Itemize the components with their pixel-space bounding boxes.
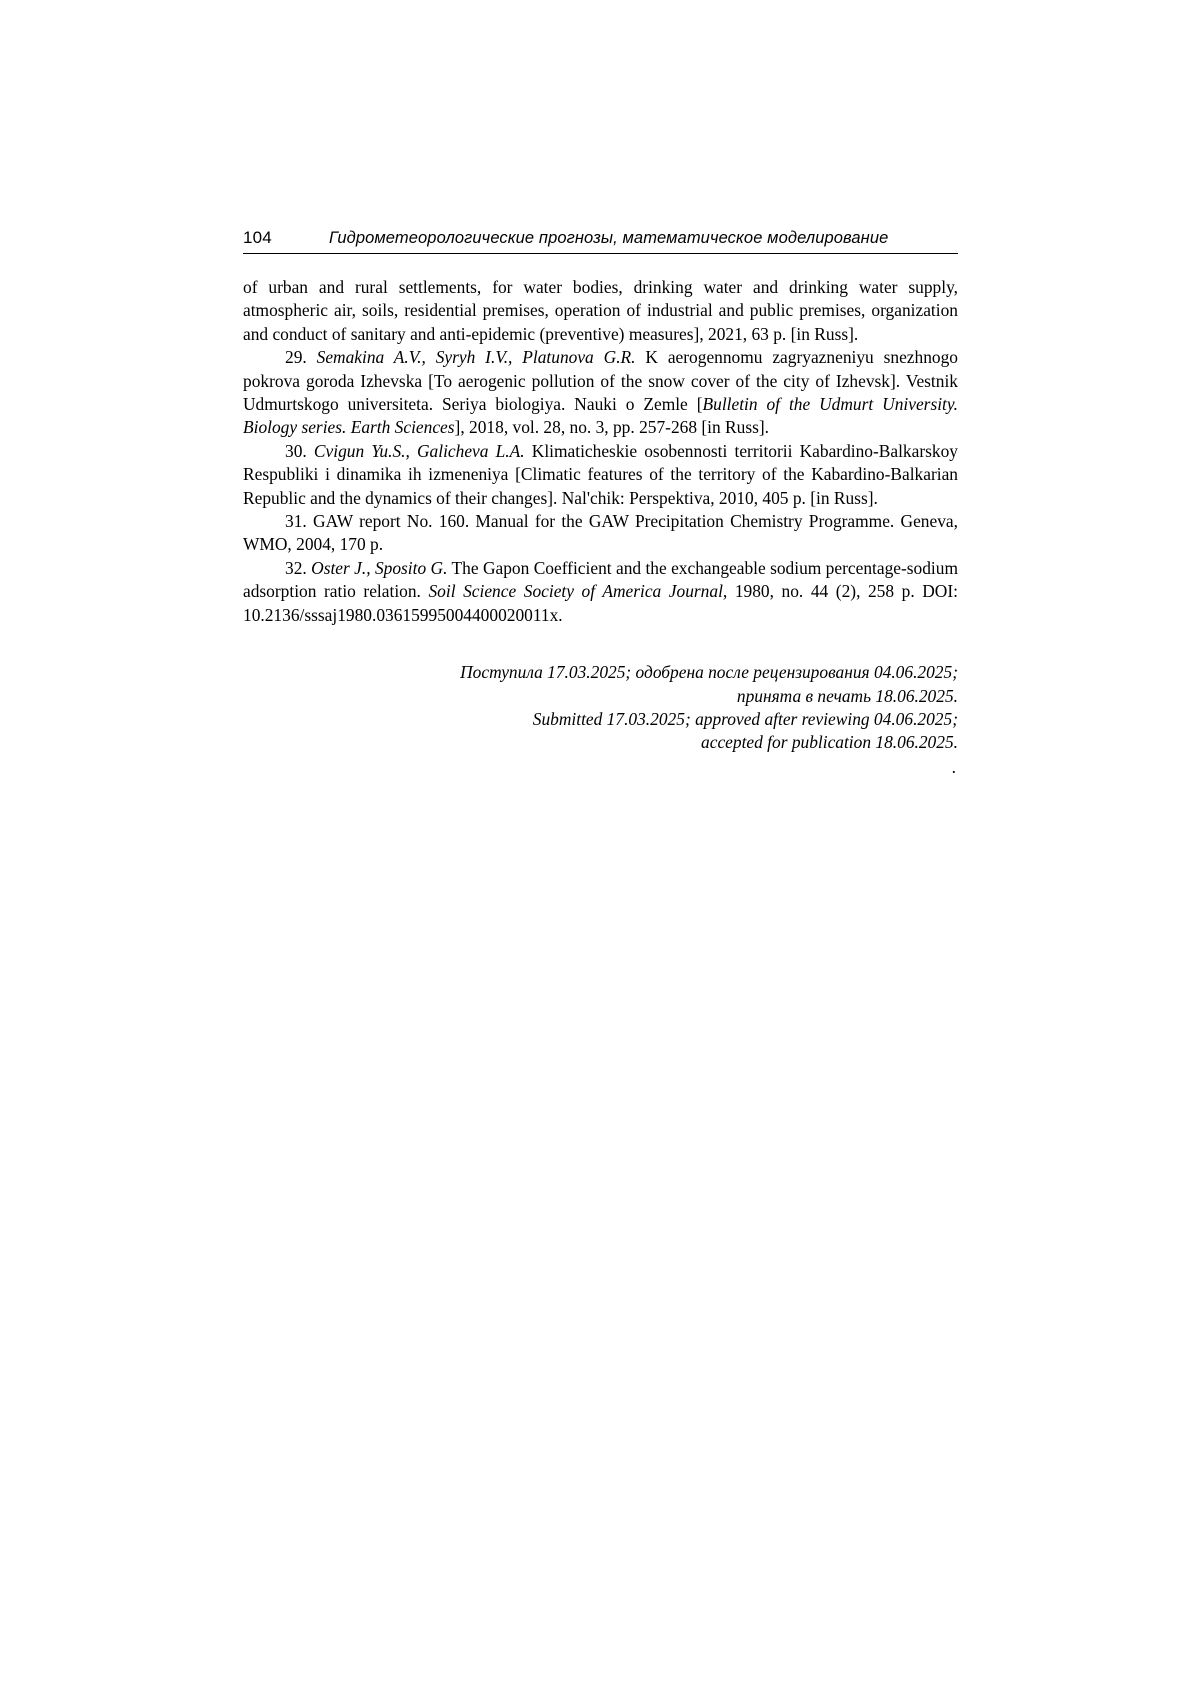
reference-source-title: Bulletin of the Udmurt University. Biology series. Earth Sciences	[243, 394, 958, 438]
page-header	[243, 228, 958, 254]
trailing-period: .	[951, 756, 956, 777]
reference-item	[243, 510, 958, 557]
reference-authors: Cvigun Yu.S., Galicheva L.A.	[313, 440, 525, 461]
reference-item	[243, 557, 958, 627]
continued-paragraph: of urban and rural settlements, for water bodies, drinking water and drinking water supply, atmospheric air, soils, residential premises, operation of industrial and public premises, organization and conduct of sanitary and anti-epidemic (preventive) measures], 2021, 63 p. [in Russ].	[243, 277, 958, 344]
reference-item	[243, 346, 958, 440]
reference-number: 30.	[285, 440, 307, 461]
submission-line-en-2: accepted for publication 18.06.2025.	[701, 732, 958, 753]
reference-number: 32.	[285, 557, 307, 578]
reference-text-after: ], 2018, vol. 28, no. 3, pp. 257-268 [in Russ].	[454, 417, 770, 438]
reference-source-title: Soil Science Society of America Journal	[428, 581, 723, 602]
reference-item	[243, 440, 958, 510]
page-content	[243, 228, 958, 778]
page-number: 104	[243, 228, 272, 247]
reference-number: 29.	[285, 347, 307, 368]
reference-authors: Oster J., Sposito G.	[311, 557, 448, 578]
running-title: Гидрометеорологические прогнозы, математическое моделирование	[329, 229, 889, 247]
reference-text-before: Klimaticheskie osobennosti territorii Kabardino-Balkarskoy Respubliki i dinamika ih izmeneniya [Climatic features of the territory of the Kabardino-Balkarian Republic and the dynamics of their changes]. Nal'chik: Perspektiva, 2010, 405 p. [in Russ].	[243, 440, 958, 508]
submission-dates	[243, 661, 958, 755]
reference-text-after: , 1980, no. 44 (2), 258 p. DOI: 10.2136/sssaj1980.03615995004400020011x.	[243, 581, 958, 625]
reference-text-before: K aerogennomu zagryazneniyu snezhnogo pokrova goroda Izhevska [To aerogenic pollution of the snow cover of the city of Izhevsk]. Vestnik Udmurtskogo universiteta. Seriya biologiya. Nauki o Zemle [	[243, 347, 958, 415]
reference-text-before: The Gapon Coefficient and the exchangeable sodium percentage-sodium adsorption ratio relation.	[243, 557, 958, 602]
submission-line-ru-2: принята в печать 18.06.2025.	[736, 685, 958, 706]
reference-text-before: GAW report No. 160. Manual for the GAW Precipitation Chemistry Programme. Geneva, WMO, 2004, 170 p.	[243, 511, 958, 555]
reference-number: 31.	[285, 511, 307, 532]
submission-line-en-1: Submitted 17.03.2025; approved after reviewing 04.06.2025;	[532, 708, 958, 729]
references-body	[243, 276, 958, 627]
reference-authors: Semakina A.V., Syryh I.V., Platunova G.R.	[316, 347, 636, 368]
submission-line-ru-1: Поступила 17.03.2025; одобрена после рецензирования 04.06.2025;	[460, 662, 958, 683]
